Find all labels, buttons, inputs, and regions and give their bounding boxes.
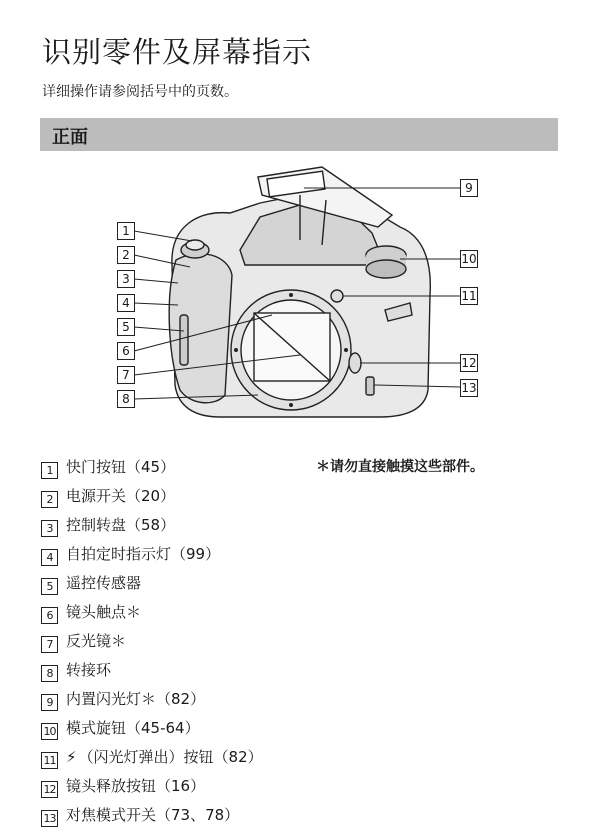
item-number: 8 xyxy=(41,665,58,682)
list-item xyxy=(41,717,200,739)
list-item xyxy=(41,543,220,565)
item-number: 13 xyxy=(41,810,58,827)
item-label: 快门按钮（45） xyxy=(66,458,176,476)
callout-13: 13 xyxy=(461,381,477,395)
item-number: 5 xyxy=(41,578,58,595)
list-item xyxy=(41,775,205,797)
item-label: 电源开关（20） xyxy=(66,487,176,505)
item-label: 内置闪光灯＊（82） xyxy=(66,690,206,708)
item-label: 遥控传感器 xyxy=(66,574,142,592)
callout-5: 5 xyxy=(117,318,135,336)
camera-illustration xyxy=(0,155,594,445)
camera-front-diagram xyxy=(0,155,594,445)
item-number: 6 xyxy=(41,607,58,624)
callout-8: 8 xyxy=(117,390,135,408)
callout-6: 6 xyxy=(117,342,135,360)
item-number: 9 xyxy=(41,694,58,711)
section-header xyxy=(40,118,558,151)
item-number: 11 xyxy=(41,752,58,769)
item-label: 对焦模式开关（73、78） xyxy=(66,806,240,824)
item-label: 转接环 xyxy=(66,661,112,679)
callout-7: 7 xyxy=(117,366,135,384)
callout-11: 11 xyxy=(461,289,477,303)
list-item xyxy=(41,514,175,536)
list-item xyxy=(41,456,175,478)
callout-3: 3 xyxy=(117,270,135,288)
list-item xyxy=(41,688,205,710)
callout-10: 10 xyxy=(461,252,477,266)
callout-9: 9 xyxy=(460,179,478,197)
item-label: 镜头触点＊ xyxy=(66,603,142,621)
page-title: 识别零件及屏幕指示 xyxy=(42,35,313,69)
section-title: 正面 xyxy=(52,127,88,148)
caution-note: ＊请勿直接触摸这些部件。 xyxy=(316,459,484,475)
item-label: 镜头释放按钮（16） xyxy=(66,777,206,795)
list-item xyxy=(41,659,111,681)
item-number: 12 xyxy=(41,781,58,798)
item-label: （闪光灯弹出）按钮（82） xyxy=(78,748,263,766)
item-number: 3 xyxy=(41,520,58,537)
list-item xyxy=(41,601,141,623)
item-label: 控制转盘（58） xyxy=(66,516,176,534)
item-label: 反光镜＊ xyxy=(66,632,127,650)
list-item xyxy=(41,572,141,594)
list-item xyxy=(41,630,126,652)
item-label: 自拍定时指示灯（99） xyxy=(66,545,221,563)
item-number: 10 xyxy=(41,723,58,740)
list-item xyxy=(41,804,239,826)
item-number: 1 xyxy=(41,462,58,479)
page-subtitle: 详细操作请参阅括号中的页数。 xyxy=(42,84,238,100)
flash-bolt-icon: ⚡︎ xyxy=(66,748,77,766)
list-item xyxy=(41,485,175,507)
callout-1: 1 xyxy=(117,222,135,240)
callout-12: 12 xyxy=(461,356,477,370)
item-number: 4 xyxy=(41,549,58,566)
item-number: 2 xyxy=(41,491,58,508)
list-item xyxy=(41,746,263,768)
item-number: 7 xyxy=(41,636,58,653)
callout-2: 2 xyxy=(117,246,135,264)
callout-4: 4 xyxy=(117,294,135,312)
item-label: 模式旋钮（45-64） xyxy=(66,719,200,737)
